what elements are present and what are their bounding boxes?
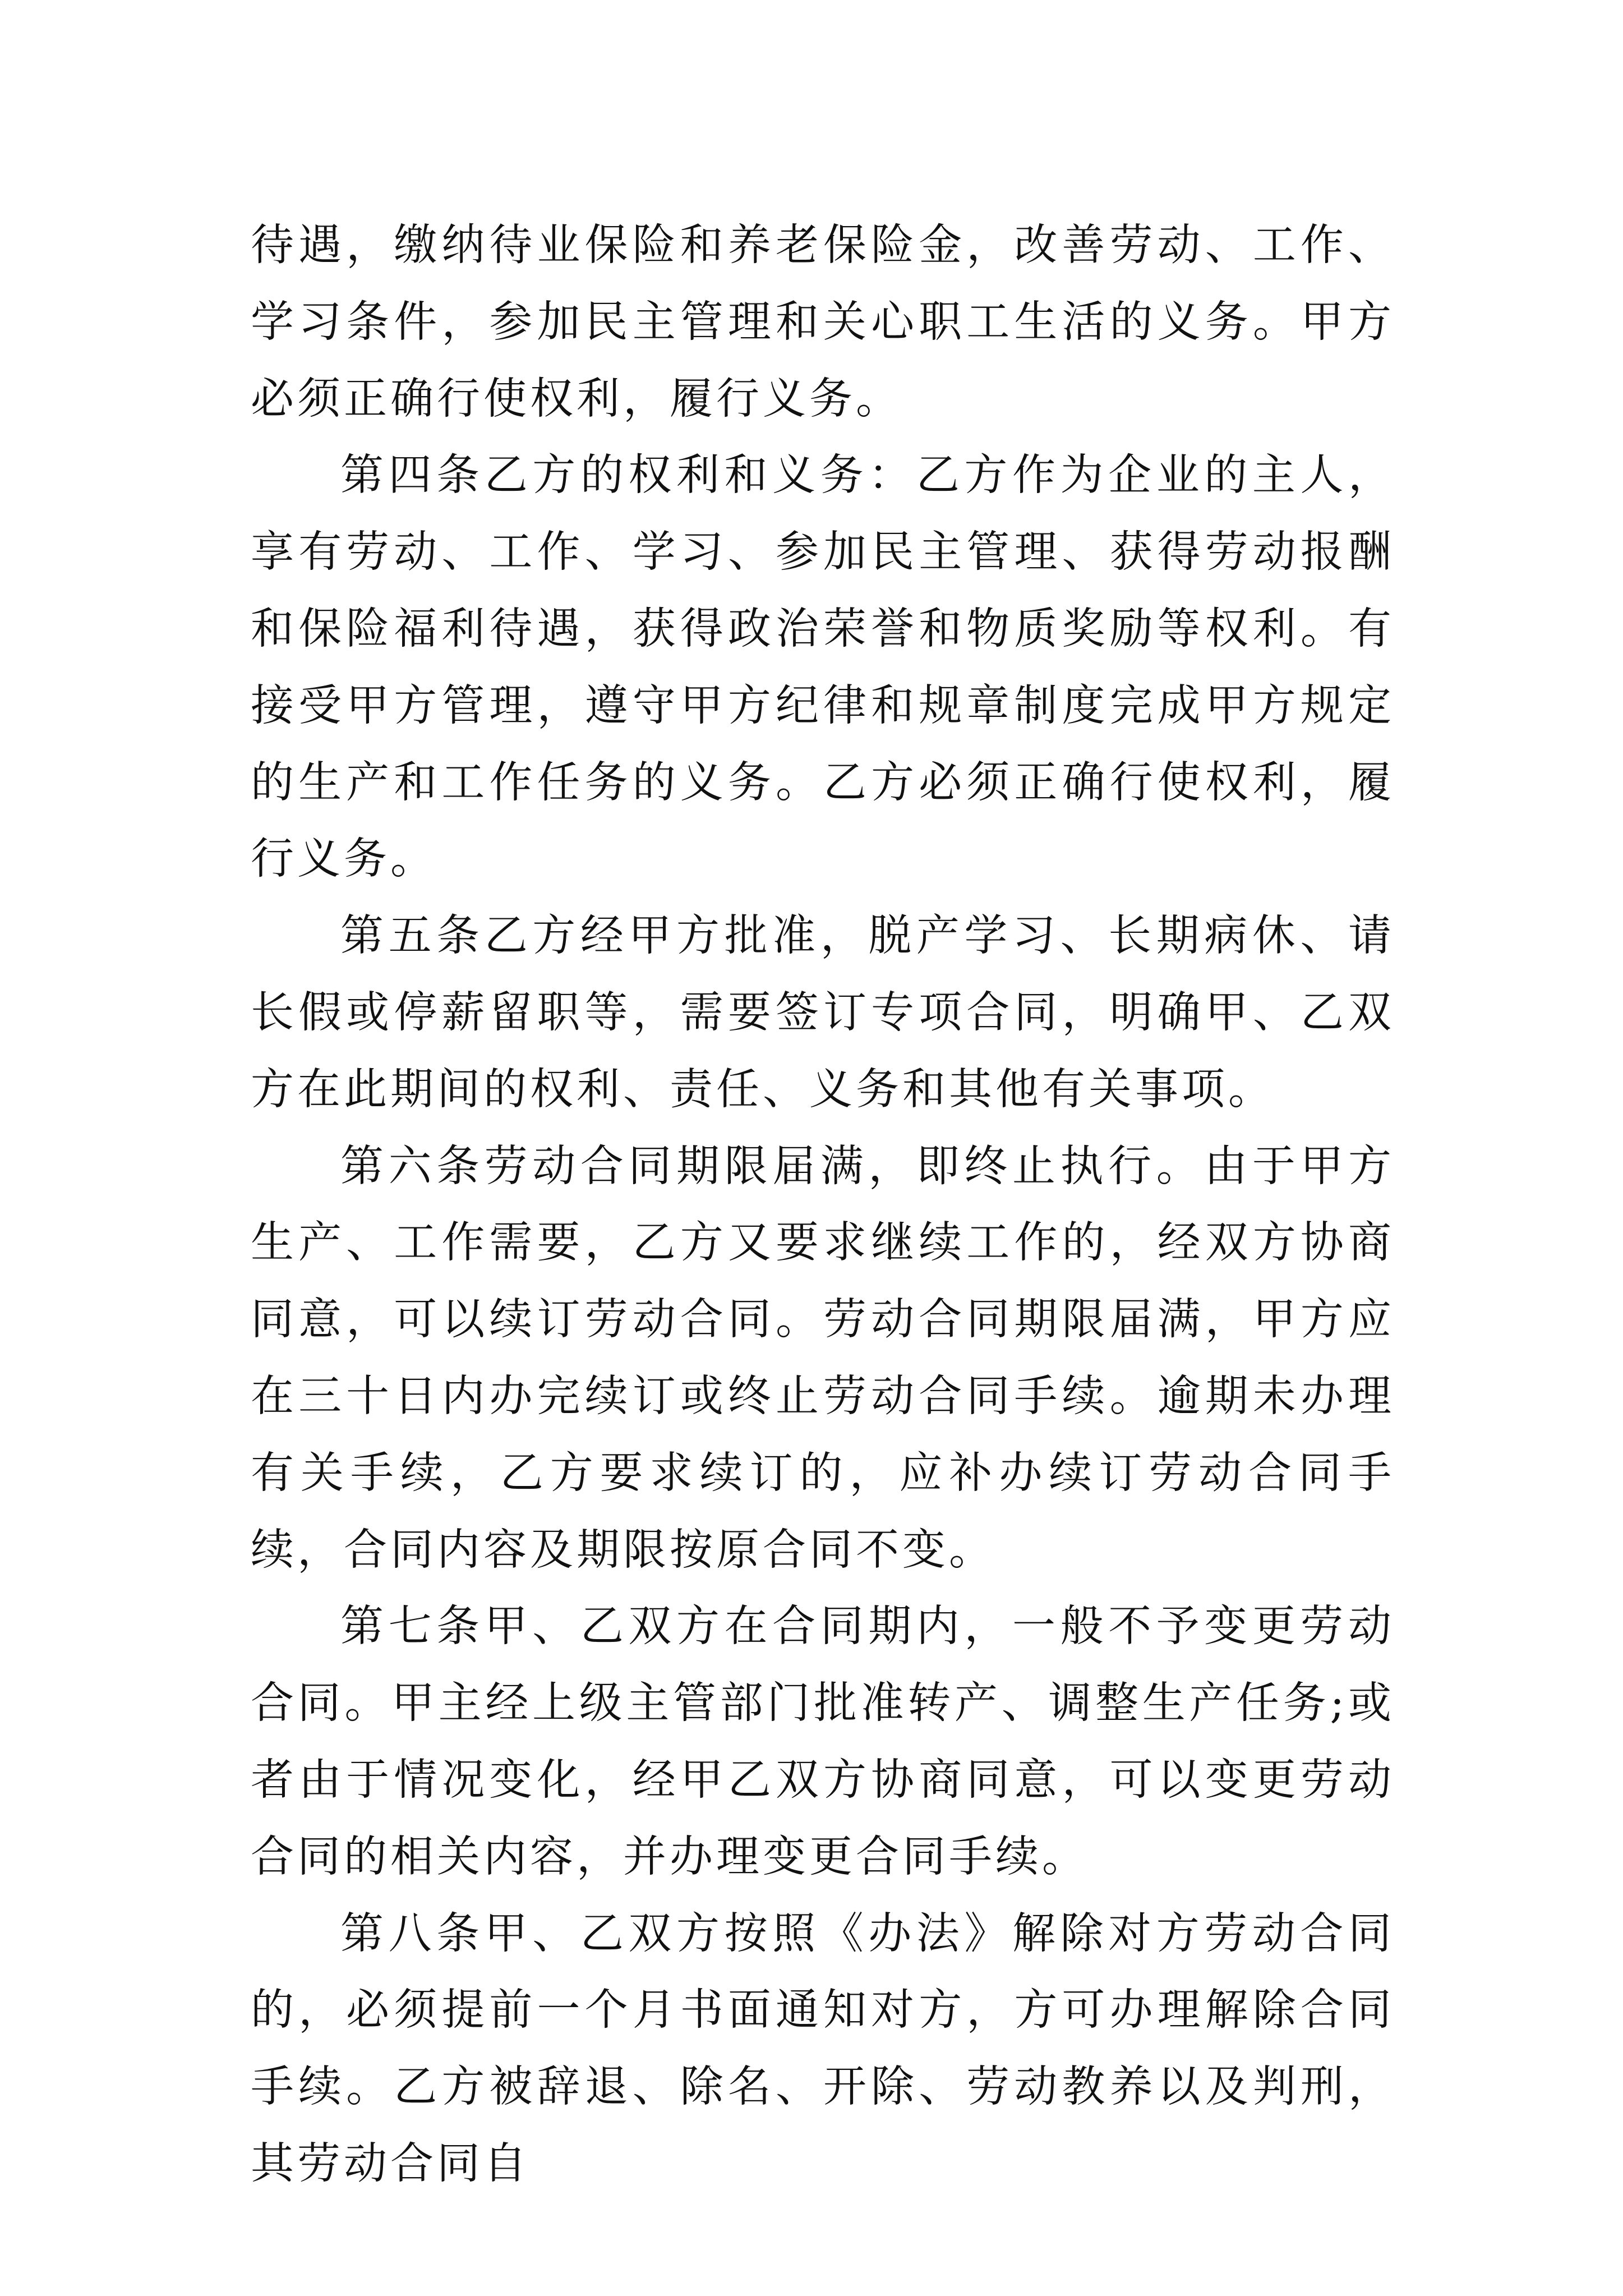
paragraph-article-7: 第七条甲、乙双方在合同期内，一般不予变更劳动合同。甲主经上级主管部门批准转产、调整生产任务;或者由于情况变化，经甲乙双方协商同意，可以变更劳动合同的相关内容，并办理变更合同手续。	[251, 1602, 1395, 1882]
paragraph-article-8: 第八条甲、乙双方按照《办法》解除对方劳动合同的，必须提前一个月书面通知对方，方可办理解除合同手续。乙方被辞退、除名、开除、劳动教养以及判刑，其劳动合同自	[251, 1908, 1395, 2189]
paragraph-article-6: 第六条劳动合同期限届满，即终止执行。由于甲方生产、工作需要，乙方又要求继续工作的，经双方协商同意，可以续订劳动合同。劳动合同期限届满，甲方应在三十日内办完续订或终止劳动合同手续。逾期未办理有关手续，乙方要求续订的，应补办续订劳动合同手续，合同内容及期限按原合同不变。	[251, 1141, 1395, 1575]
paragraph-article-4: 第四条乙方的权利和义务：乙方作为企业的主人，享有劳动、工作、学习、参加民主管理、获得劳动报酬和保险福利待遇，获得政治荣誉和物质奖励等权利。有接受甲方管理，遵守甲方纪律和规章制度完成甲方规定的生产和工作任务的义务。乙方必须正确行使权利，履行义务。	[251, 450, 1395, 885]
paragraph-continued-obligations: 待遇，缴纳待业保险和养老保险金，改善劳动、工作、学习条件，参加民主管理和关心职工生活的义务。甲方必须正确行使权利，履行义务。	[251, 220, 1395, 424]
paragraph-article-5: 第五条乙方经甲方批准，脱产学习、长期病休、请长假或停薪留职等，需要签订专项合同，明确甲、乙双方在此期间的权利、责任、义务和其他有关事项。	[251, 911, 1395, 1115]
contract-text	[251, 208, 1395, 2203]
